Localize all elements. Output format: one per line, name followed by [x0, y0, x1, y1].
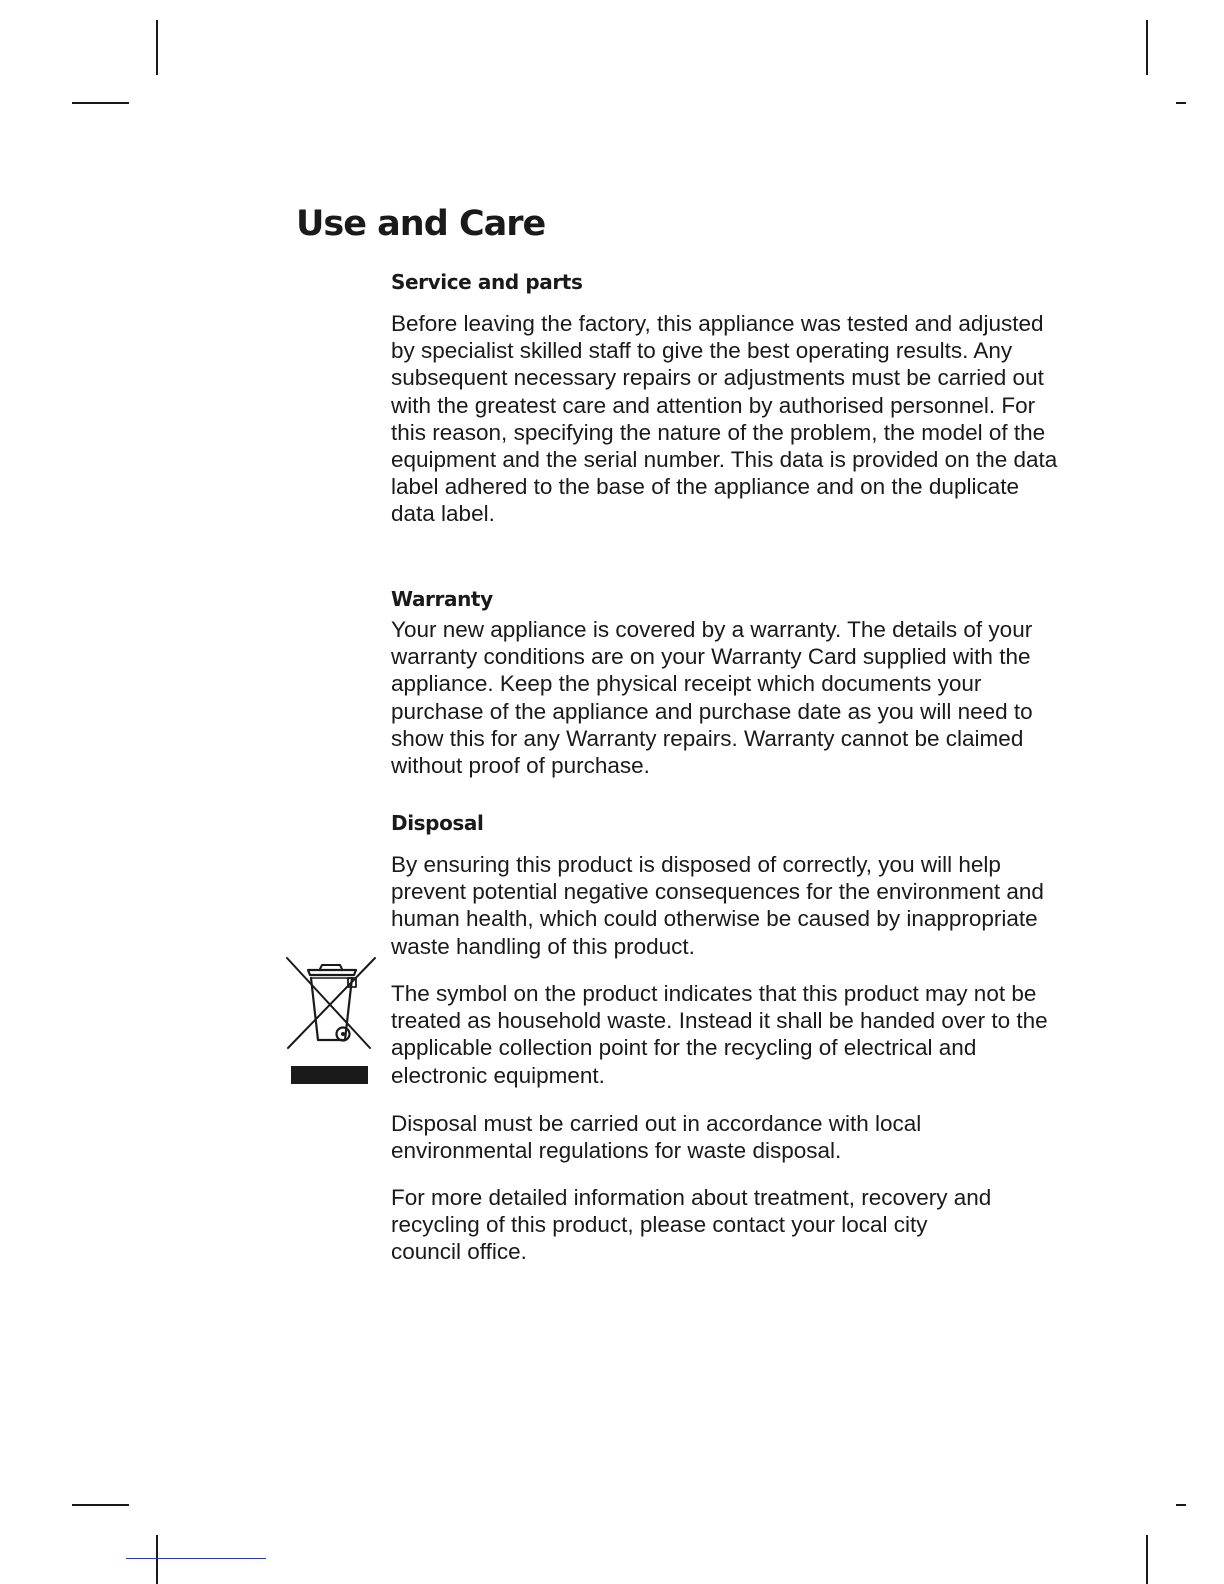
crop-mark-top-right-horizontal	[1176, 102, 1186, 104]
disposal-paragraph-intro: By ensuring this product is disposed of correctly, you will help prevent potential negative consequences for the environment and human health, which could otherwise be caused by inappropriate waste handling of this product.	[391, 852, 1044, 959]
crop-mark-bottom-right-vertical	[1146, 1535, 1148, 1584]
crop-mark-bottom-left-vertical	[156, 1535, 158, 1584]
disposal-paragraph-symbol: The symbol on the product indicates that this product may not be treated as household waste. Instead it shall be handed over to the applicable collection point for the recycling of electrical and electronic equipment.	[391, 981, 1048, 1088]
crop-mark-bottom-left-blue-line	[126, 1558, 266, 1559]
warranty-heading: Warranty	[391, 587, 493, 611]
service-paragraph: Before leaving the factory, this appliance was tested and adjusted by specialist skilled staff to give the best operating results. Any subsequent necessary repairs or adjustments must be carried out with the greatest care and attention by authorised personnel. For this reason, specifying the nature of the problem, the model of the equipment and the serial number. This data is provided on the data label adhered to the base of the appliance and on the duplicate data label.	[391, 311, 1058, 527]
disposal-paragraph-contact: For more detailed information about treatment, recovery and recycling of this product, please contact your local city council office.	[391, 1185, 992, 1265]
crop-mark-top-right-vertical	[1146, 20, 1148, 75]
crop-mark-top-left-horizontal	[72, 102, 129, 104]
warranty-paragraph: Your new appliance is covered by a warranty. The details of your warranty conditions are on your Warranty Card supplied with the appliance. Keep the physical receipt which documents your purchase of the appliance and purchase date as you will need to show this for any Warranty repairs. Warranty cannot be claimed without proof of purchase.	[391, 617, 1033, 779]
crop-mark-bottom-right-horizontal	[1176, 1504, 1186, 1506]
crossed-out-wheelie-bin-icon	[284, 954, 378, 1088]
page-title: Use and Care	[296, 204, 546, 244]
crop-mark-top-left-vertical	[156, 20, 158, 75]
disposal-heading: Disposal	[391, 811, 484, 835]
service-heading: Service and parts	[391, 270, 583, 294]
crop-mark-bottom-left-horizontal	[72, 1504, 129, 1506]
disposal-paragraph-regulations: Disposal must be carried out in accordance with local environmental regulations for waste disposal.	[391, 1111, 922, 1164]
